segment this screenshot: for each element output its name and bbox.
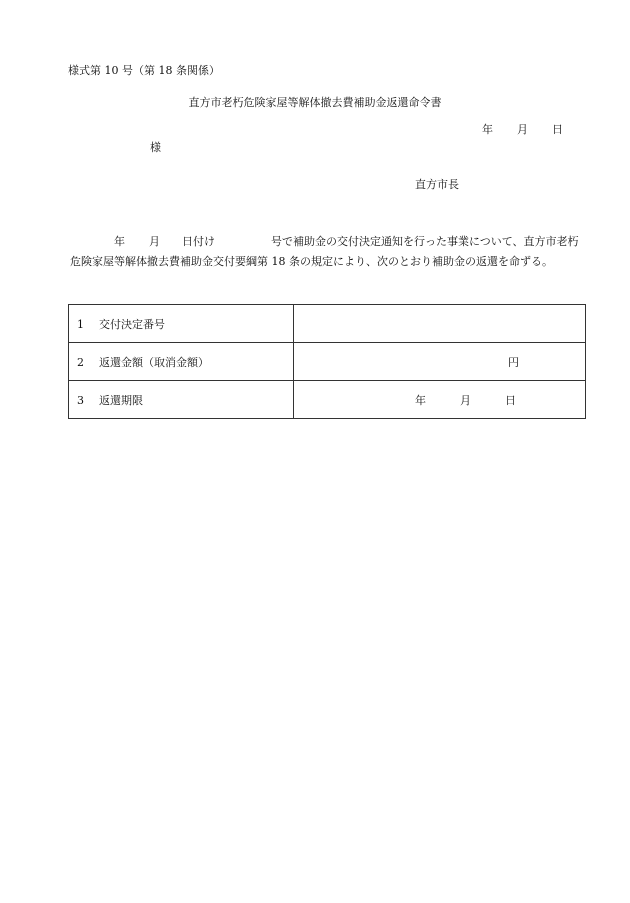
body-year: 年: [114, 235, 125, 248]
row-label: 返還期限: [99, 393, 143, 407]
row-label: 交付決定番号: [99, 317, 165, 331]
addressee-honorific: 様: [150, 141, 161, 154]
deadline-month: 月: [460, 394, 471, 407]
row-number: 3: [77, 393, 84, 407]
document-title: 直方市老朽危険家屋等解体撤去費補助金返還命令書: [188, 96, 442, 109]
deadline-year: 年: [415, 394, 426, 407]
return-amount-field[interactable]: [294, 343, 586, 381]
body-paragraph: [70, 232, 586, 272]
table-row: [69, 381, 586, 419]
row-label: 返還金額（取消金額）: [99, 355, 209, 369]
issue-date-day: 日: [552, 123, 563, 136]
issue-date-line: [482, 123, 563, 137]
deadline-day: 日: [505, 394, 516, 407]
issue-date-month: 月: [517, 123, 528, 136]
row-number: 1: [77, 317, 84, 331]
table-label-cell: [69, 343, 294, 381]
body-date-suffix: 日付け: [182, 235, 215, 248]
form-number: 様式第 10 号（第 18 条関係）: [68, 64, 220, 77]
body-month: 月: [149, 235, 160, 248]
table-row: [69, 343, 586, 381]
table-row: [69, 305, 586, 343]
return-deadline-field[interactable]: [294, 381, 586, 419]
grant-decision-number-field[interactable]: [294, 305, 586, 343]
return-order-table: [68, 304, 586, 419]
issuer-name: 直方市長: [415, 178, 459, 191]
row-number: 2: [77, 355, 84, 369]
yen-unit: 円: [508, 356, 519, 369]
deadline-date: [415, 392, 516, 408]
table-label-cell: [69, 305, 294, 343]
table-label-cell: [69, 381, 294, 419]
body-text: 号で補助金の交付決定通知を行った事業について、直方市老朽危険家屋等解体撤去費補助金交付要綱第 18 条の規定により、次のとおり補助金の返還を命ずる。: [70, 235, 579, 268]
issue-date-year: 年: [482, 123, 493, 136]
